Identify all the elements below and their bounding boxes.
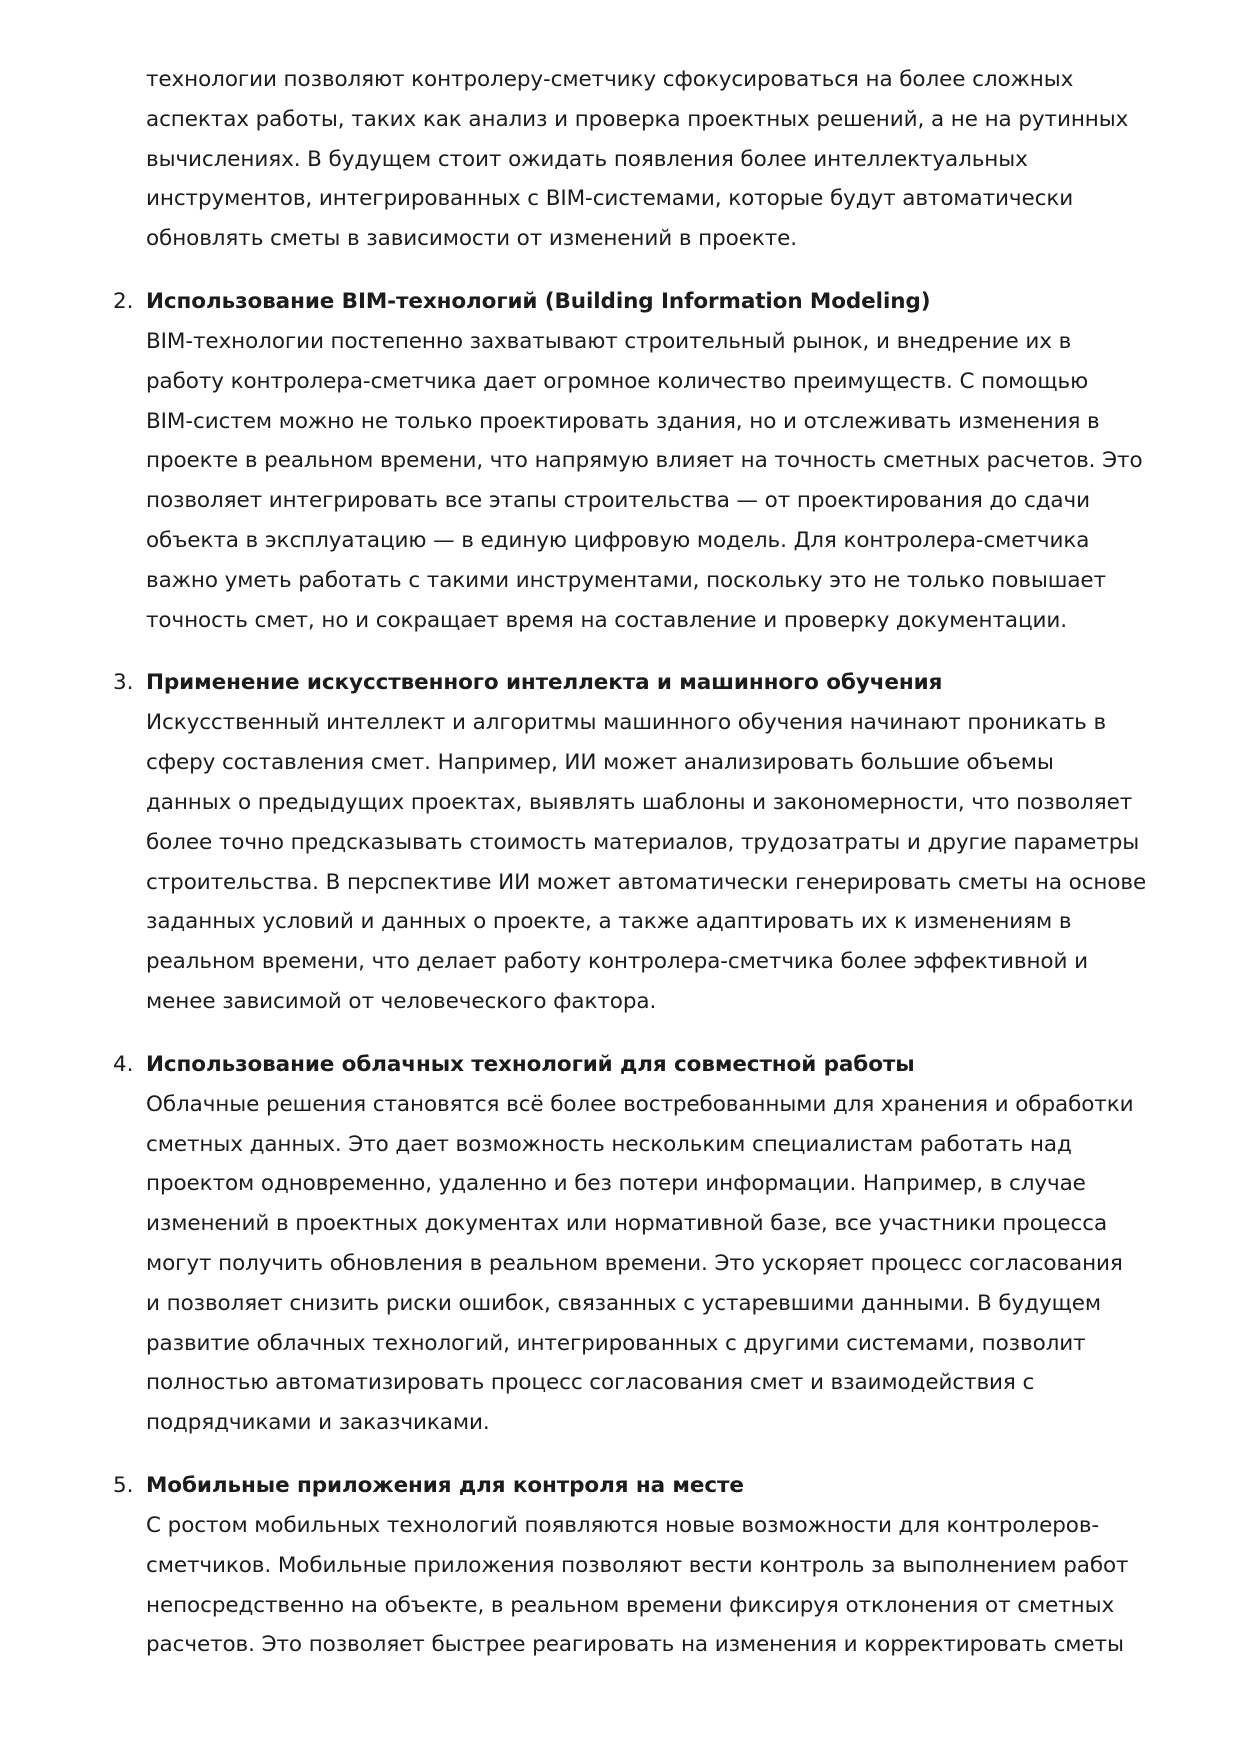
list-item-number: 5. — [113, 1472, 134, 1498]
text-line: вычислениях. В будущем стоит ожидать появления более интеллектуальных — [146, 146, 1028, 172]
text-line: работу контролера-сметчика дает огромное количество преимуществ. С помощью — [146, 368, 1089, 394]
list-item-header — [0, 282, 1239, 322]
list-item-title: Мобильные приложения для контроля на месте — [146, 1472, 744, 1498]
text-line: проекте в реальном времени, что напрямую влияет на точность сметных расчетов. Это — [146, 448, 1143, 474]
list-item-header — [0, 1466, 1239, 1506]
text-line: объекта в эксплуатацию — в единую цифровую модель. Для контролера-сметчика — [146, 527, 1090, 553]
text-line: реальном времени, что делает работу контролера-сметчика более эффективной и — [146, 949, 1088, 975]
list-item-body — [146, 1085, 1176, 1443]
text-line: С ростом мобильных технологий появляются новые возможности для контролеров- — [146, 1512, 1100, 1538]
text-line: Облачные решения становятся всё более востребованными для хранения и обработки — [146, 1091, 1134, 1117]
text-line: Искусственный интеллект и алгоритмы машинного обучения начинают проникать в — [146, 710, 1107, 736]
list-item-body — [146, 703, 1176, 1021]
text-line: сметных данных. Это дает возможность нескольким специалистам работать над — [146, 1131, 1072, 1157]
text-line: позволяет интегрировать все этапы строительства — от проектирования до сдачи — [146, 488, 1090, 514]
list-item — [0, 663, 1239, 1021]
text-line: подрядчиками и заказчиками. — [146, 1410, 490, 1436]
text-line: менее зависимой от человеческого фактора. — [146, 988, 657, 1014]
text-line: аспектах работы, таких как анализ и проверка проектных решений, а не на рутинных — [146, 106, 1129, 132]
list-item — [0, 1045, 1239, 1443]
text-line: сметчиков. Мобильные приложения позволяют вести контроль за выполнением работ — [146, 1552, 1129, 1578]
list-item-number: 2. — [113, 288, 134, 314]
text-line: более точно предсказывать стоимость материалов, трудозатраты и другие параметры — [146, 829, 1140, 855]
list-item-number: 3. — [113, 670, 134, 696]
list-item — [0, 282, 1239, 640]
text-line: непосредственно на объекте, в реальном времени фиксируя отклонения от сметных — [146, 1592, 1115, 1618]
text-line: полностью автоматизировать процесс согласования смет и взаимодействия с — [146, 1370, 1035, 1396]
text-line: изменений в проектных документах или нормативной базе, все участники процесса — [146, 1211, 1108, 1237]
text-line: инструментов, интегрированных с BIM-системами, которые будут автоматически — [146, 186, 1074, 212]
text-line: сферу составления смет. Например, ИИ может анализировать большие объемы — [146, 750, 1054, 776]
list-item-title: Использование BIM-технологий (Building Information Modeling) — [146, 288, 931, 314]
text-line: строительства. В перспективе ИИ может автоматически генерировать сметы на основе — [146, 869, 1147, 895]
text-line: важно уметь работать с такими инструментами, поскольку это не только повышает — [146, 567, 1106, 593]
list-item-header — [0, 663, 1239, 703]
text-line: точность смет, но и сокращает время на составление и проверку документации. — [146, 607, 1067, 633]
text-line: обновлять сметы в зависимости от изменений в проекте. — [146, 226, 798, 252]
text-line: проектом одновременно, удаленно и без потери информации. Например, в случае — [146, 1171, 1086, 1197]
text-line: могут получить обновления в реальном времени. Это ускоряет процесс согласования — [146, 1250, 1123, 1276]
text-line: заданных условий и данных о проекте, а также адаптировать их к изменениям в — [146, 909, 1072, 935]
text-line: BIM-систем можно не только проектировать здания, но и отслеживать изменения в — [146, 408, 1100, 434]
list-item-number: 4. — [113, 1051, 134, 1077]
list-item-body — [146, 1506, 1176, 1665]
intro-paragraph — [146, 60, 1176, 259]
text-line: и позволяет снизить риски ошибок, связанных с устаревшими данными. В будущем — [146, 1290, 1101, 1316]
list-item-title: Использование облачных технологий для совместной работы — [146, 1051, 915, 1077]
list-item — [0, 1466, 1239, 1665]
text-line: расчетов. Это позволяет быстрее реагировать на изменения и корректировать сметы — [146, 1632, 1124, 1658]
text-line: технологии позволяют контролеру-сметчику сфокусироваться на более сложных — [146, 67, 1074, 92]
list-item-header — [0, 1045, 1239, 1085]
list-item-body — [146, 322, 1176, 640]
text-line: развитие облачных технологий, интегрированных с другими системами, позволит — [146, 1330, 1086, 1356]
text-line: BIM-технологии постепенно захватывают строительный рынок, и внедрение их в — [146, 328, 1072, 354]
list-item-title: Применение искусственного интеллекта и машинного обучения — [146, 670, 943, 696]
text-line: данных о предыдущих проектах, выявлять шаблоны и закономерности, что позволяет — [146, 789, 1133, 815]
